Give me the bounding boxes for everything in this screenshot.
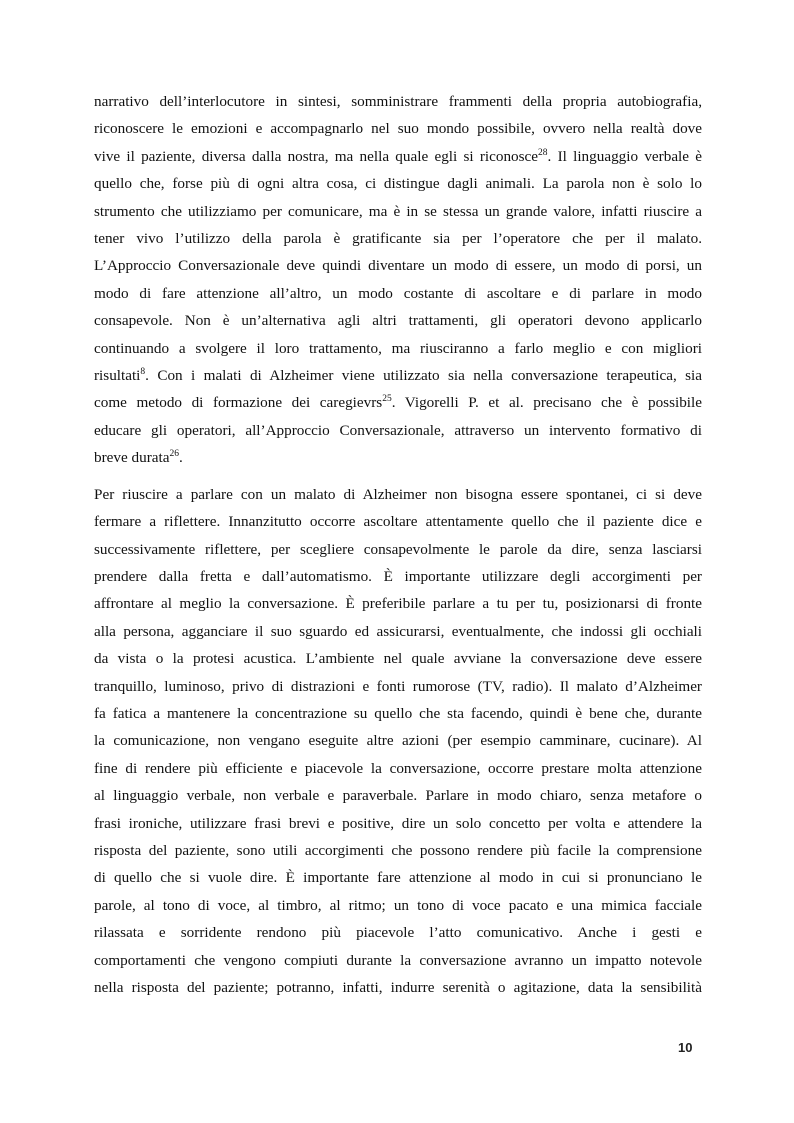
text-line <box>94 143 702 170</box>
text-segment: alla persona, agganciare il suo sguardo ed assicurarsi, eventualmente, che indossi gli occhiali <box>94 622 702 640</box>
text-segment: strumento che utilizziamo per comunicare, ma è in se stessa un grande valore, infatti riuscire a <box>94 202 702 220</box>
text-segment: educare gli operatori, all’Approccio Conversazionale, attraverso un intervento formativo di <box>94 421 702 439</box>
text-segment: comportamenti che vengono compiuti durante la conversazione avranno un impatto notevole <box>94 951 702 969</box>
text-segment: consapevole. Non è un’alternativa agli altri trattamenti, gli operatori devono applicarlo <box>94 312 702 330</box>
text-line <box>94 673 702 700</box>
text-line <box>94 536 702 563</box>
text-segment: fermare a riflettere. Innanzitutto occorre ascoltare attentamente quello che il paziente dice e <box>94 513 702 531</box>
paragraph <box>94 481 702 1002</box>
text-segment: nella risposta del paziente; potranno, infatti, indurre serenità o agitazione, data la sensibilità <box>94 979 702 996</box>
text-line <box>94 892 702 919</box>
text-segment: successivamente riflettere, per scegliere consapevolmente le parole da dire, senza lasciarsi <box>94 540 702 558</box>
text-line <box>94 444 702 471</box>
page-number: 10 <box>678 1040 693 1055</box>
text-segment: come metodo di formazione dei caregievrs <box>94 394 383 412</box>
text-segment: rilassata e sorridente rendono più piacevole l’atto comunicativo. Anche i gesti e <box>94 924 702 942</box>
text-line <box>94 307 702 334</box>
text-line <box>94 280 702 307</box>
text-segment: di quello che si vuole dire. È importante fare attenzione al modo in cui si pronunciano le <box>94 869 702 887</box>
text-line <box>94 481 702 508</box>
text-segment: da vista o la protesi acustica. L’ambiente nel quale avviane la conversazione deve essere <box>94 650 702 668</box>
text-segment: L’Approccio Conversazionale deve quindi diventare un modo di essere, un modo di porsi, un <box>94 257 702 275</box>
text-segment: risultati <box>94 367 141 385</box>
text-line <box>94 252 702 279</box>
footnote-reference: 8 <box>140 367 146 378</box>
text-segment: al linguaggio verbale, non verbale e paraverbale. Parlare in modo chiaro, senza metafore o <box>94 787 702 805</box>
text-segment: . Con i malati di Alzheimer viene utilizzato sia nella conversazione terapeutica, sia <box>145 367 702 385</box>
footnote-reference: 25 <box>382 394 392 405</box>
text-line <box>94 170 702 197</box>
text-line <box>94 864 702 891</box>
text-line <box>94 508 702 535</box>
text-line <box>94 700 702 727</box>
footnote-reference: 26 <box>169 449 179 460</box>
text-segment: . Vigorelli P. et al. precisano che è possibile <box>391 394 702 412</box>
text-segment: parole, al tono di voce, al timbro, al ritmo; un tono di voce pacato e una mimica facciale <box>94 896 702 914</box>
text-line <box>94 727 702 754</box>
text-segment: breve durata <box>94 449 170 467</box>
text-segment: continuando a svolgere il loro trattamento, ma riusciranno a farlo meglio e con migliori <box>94 339 702 357</box>
text-line <box>94 590 702 617</box>
paragraph <box>94 88 702 472</box>
text-line <box>94 645 702 672</box>
text-line <box>94 974 702 1001</box>
text-segment: modo di fare attenzione all’altro, un modo costante di ascoltare e di parlare in modo <box>94 284 702 302</box>
text-line <box>94 389 702 416</box>
text-segment: tener vivo l’utilizzo della parola è gratificante sia per l’operatore che per il malato. <box>94 230 702 248</box>
text-line <box>94 618 702 645</box>
text-segment: fine di rendere più efficiente e piacevole la conversazione, occorre prestare molta attenzione <box>94 759 702 777</box>
text-segment: fa fatica a mantenere la concentrazione su quello che sta facendo, quindi è bene che, durante <box>94 704 702 722</box>
text-segment: . <box>178 449 183 467</box>
text-line <box>94 810 702 837</box>
text-segment: prendere dalla fretta e dall’automatismo. È importante utilizzare degli accorgimenti per <box>94 567 702 585</box>
text-segment: Per riuscire a parlare con un malato di Alzheimer non bisogna essere spontanei, ci si deve <box>94 485 702 503</box>
text-segment: riconoscere le emozioni e accompagnarlo nel suo mondo possibile, ovvero nella realtà dove <box>94 120 702 138</box>
text-line <box>94 88 702 115</box>
text-line <box>94 362 702 389</box>
text-segment: narrativo dell’interlocutore in sintesi, somministrare frammenti della propria autobiografia, <box>94 93 702 110</box>
text-line <box>94 417 702 444</box>
text-segment: . Il linguaggio verbale è <box>547 147 703 165</box>
text-line <box>94 115 702 142</box>
text-segment: la comunicazione, non vengano eseguite altre azioni (per esempio camminare, cucinare). Al <box>94 732 702 750</box>
text-segment: risposta del paziente, sono utili accorgimenti che possono rendere più facile la comprensione <box>94 841 702 859</box>
footnote-reference: 28 <box>538 147 548 158</box>
text-line <box>94 919 702 946</box>
text-line <box>94 563 702 590</box>
text-segment: quello che, forse più di ogni altra cosa, ci distingue dagli animali. La parola non è solo lo <box>94 175 702 193</box>
text-line <box>94 198 702 225</box>
text-segment: frasi ironiche, utilizzare frasi brevi e positive, dire un solo concetto per volta e attendere la <box>94 814 702 832</box>
text-line <box>94 335 702 362</box>
text-line <box>94 225 702 252</box>
text-line <box>94 782 702 809</box>
text-line <box>94 755 702 782</box>
text-line <box>94 947 702 974</box>
text-segment: affrontare al meglio la conversazione. È preferibile parlare a tu per tu, posizionarsi di fronte <box>94 595 702 613</box>
text-segment: vive il paziente, diversa dalla nostra, ma nella quale egli si riconosce <box>94 147 539 165</box>
text-segment: tranquillo, luminoso, privo di distrazioni e fonti rumorose (TV, radio). Il malato d’Alzheimer <box>94 677 702 695</box>
document-body <box>94 88 702 1001</box>
text-line <box>94 837 702 864</box>
